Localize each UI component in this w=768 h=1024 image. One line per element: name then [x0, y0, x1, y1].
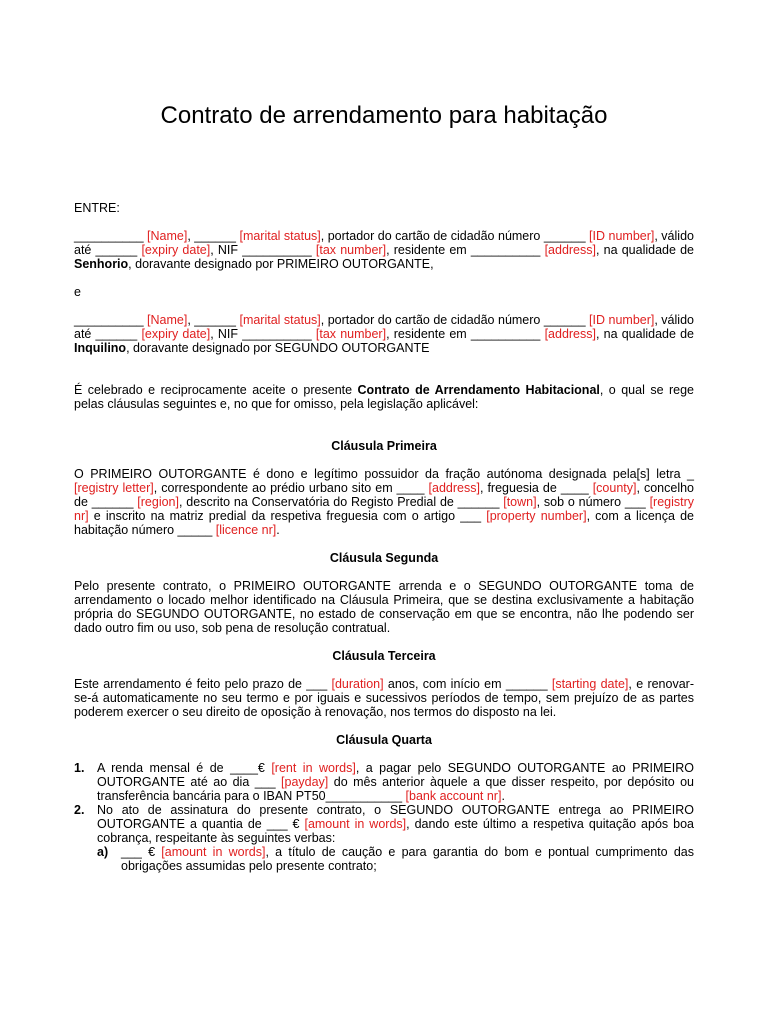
placeholder-tax-number: [tax number] [315, 243, 387, 257]
text: , concelho de ______ [74, 481, 695, 509]
text: Este arrendamento é feito pelo prazo de ___ [74, 677, 332, 691]
placeholder-starting-date: [starting date] [551, 677, 629, 691]
text: , portador do cartão de cidadão número ______ [320, 229, 590, 243]
text: , residente em __________ [386, 327, 545, 341]
placeholder-registry-letter: [registry letter] [74, 481, 154, 495]
text: O PRIMEIRO OUTORGANTE é dono e legítimo possuidor da fração autónoma designada pela[s] letra _ [74, 467, 694, 481]
clause4-subitem-a [97, 845, 694, 873]
clause1-paragraph [74, 467, 694, 537]
placeholder-expiry-date: [expiry date] [141, 327, 211, 341]
list-number: 2. [74, 803, 85, 817]
text: , ______ [187, 313, 240, 327]
placeholder-name: [Name] [147, 313, 188, 327]
text: , com a licença de habitação número _____ [74, 509, 694, 537]
placeholder-town: [town] [503, 495, 537, 509]
text: ___ € [121, 845, 162, 859]
text: , válido até ______ [74, 313, 694, 341]
placeholder-duration: [duration] [331, 677, 384, 691]
placeholder-tax-number: [tax number] [315, 327, 387, 341]
clause2-heading: Cláusula Segunda [329, 551, 439, 565]
placeholder-payday: [payday] [281, 775, 329, 789]
placeholder-licence-nr: [licence nr] [215, 523, 277, 537]
text: e inscrito na matriz predial da respetiva freguesia com o artigo ___ [88, 509, 487, 523]
text: anos, com início em ______ [383, 677, 552, 691]
placeholder-registry-nr: [registry nr] [74, 495, 695, 523]
placeholder-marital-status: [marital status] [239, 229, 321, 243]
list-letter: a) [97, 845, 109, 859]
text: do mês anterior àquele a que disser respeito, por depósito ou transferência bancária para o IBAN PT50___________ [97, 775, 694, 803]
list-number: 1. [74, 761, 85, 775]
text: , correspondente ao prédio urbano sito em ____ [153, 481, 429, 495]
placeholder-address: [address] [428, 481, 480, 495]
role-inquilino: Inquilino [74, 341, 127, 355]
text: , freguesia de ____ [479, 481, 593, 495]
list-item-body [121, 845, 694, 873]
clause4-heading: Cláusula Quarta [336, 733, 432, 747]
text: , a pagar pelo SEGUNDO OUTORGANTE ao PRIMEIRO OUTORGANTE até ao dia ___ [97, 761, 694, 789]
text: A renda mensal é de ____€ [97, 761, 272, 775]
entre-label: ENTRE: [74, 201, 120, 215]
text: , residente em __________ [386, 243, 545, 257]
placeholder-address: [address] [544, 327, 596, 341]
placeholder-region: [region] [137, 495, 179, 509]
clause3-heading: Cláusula Terceira [332, 649, 436, 663]
text: . [501, 789, 505, 803]
text: , ______ [187, 229, 240, 243]
text: , a título de caução e para garantia do bom e pontual cumprimento das obrigações assumidas pelo presente contrato; [121, 845, 694, 873]
list-item-body [97, 803, 694, 845]
placeholder-property-number: [property number] [486, 509, 587, 523]
text: , o qual se rege pelas cláusulas seguintes e, no que for omisso, pela legislação aplicável: [74, 383, 694, 411]
document-title: Contrato de arrendamento para habitação [160, 102, 608, 129]
list-item-body [97, 761, 694, 803]
text: No ato de assinatura do presente contrato, o SEGUNDO OUTORGANTE entrega ao PRIMEIRO OUTORGANTE a quantia de ___ € [97, 803, 694, 831]
placeholder-bank-account-nr: [bank account nr] [405, 789, 502, 803]
text: É celebrado e reciprocamente aceite o presente [74, 383, 358, 397]
text: , na qualidade de [595, 243, 695, 257]
intro-paragraph [74, 383, 694, 411]
text: , NIF __________ [210, 327, 316, 341]
contract-name: Contrato de Arrendamento Habitacional [357, 383, 600, 397]
text: , dando este último a respetiva quitação após boa cobrança, respeitante às seguintes verbas: [97, 817, 694, 845]
text: , doravante designado por SEGUNDO OUTORGANTE [126, 341, 430, 355]
text: , válido até ______ [74, 229, 694, 257]
clause1-heading: Cláusula Primeira [331, 439, 437, 453]
clause3-paragraph [74, 677, 694, 719]
party1-paragraph [74, 229, 694, 271]
blank: __________ [74, 229, 144, 243]
placeholder-id-number: [ID number] [589, 229, 655, 243]
placeholder-expiry-date: [expiry date] [141, 243, 211, 257]
placeholder-marital-status: [marital status] [239, 313, 321, 327]
text: , e renovar-se-á automaticamente no seu termo e por iguais e sucessivos períodos de tempo, sem prejuízo de as partes poderem exercer o seu direito de oposição à renovação, nos termos do disposto na lei. [74, 677, 694, 719]
placeholder-rent-in-words: [rent in words] [271, 761, 356, 775]
text: , portador do cartão de cidadão número ______ [320, 313, 590, 327]
text: . [276, 523, 280, 537]
clause4-item-1 [74, 761, 694, 803]
text: , na qualidade de [595, 327, 695, 341]
placeholder-id-number: [ID number] [589, 313, 655, 327]
role-senhorio: Senhorio [74, 257, 129, 271]
e-label: e [74, 285, 81, 299]
placeholder-amount-in-words: [amount in words] [304, 817, 407, 831]
text: , descrito na Conservatória do Registo Predial de ______ [178, 495, 504, 509]
placeholder-address: [address] [544, 243, 596, 257]
clause4-item-2 [74, 803, 694, 845]
placeholder-county: [county] [592, 481, 637, 495]
clause2-paragraph: Pelo presente contrato, o PRIMEIRO OUTORGANTE arrenda e o SEGUNDO OUTORGANTE toma de arrendamento o locado melhor identificado na Cláusula Primeira, que se destina exclusivamente a habitação própria do SEGUNDO OUTORGANTE, no estado de conservação em que se encontra, não lhe podendo ser dado outro fim ou uso, sob pena de resolução contratual. [74, 579, 694, 635]
blank: __________ [74, 313, 144, 327]
party2-paragraph [74, 313, 694, 355]
placeholder-amount-in-words: [amount in words] [161, 845, 266, 859]
text: , sob o número ___ [536, 495, 650, 509]
placeholder-name: [Name] [147, 229, 188, 243]
text: , NIF __________ [210, 243, 316, 257]
text: , doravante designado por PRIMEIRO OUTORGANTE, [128, 257, 434, 271]
